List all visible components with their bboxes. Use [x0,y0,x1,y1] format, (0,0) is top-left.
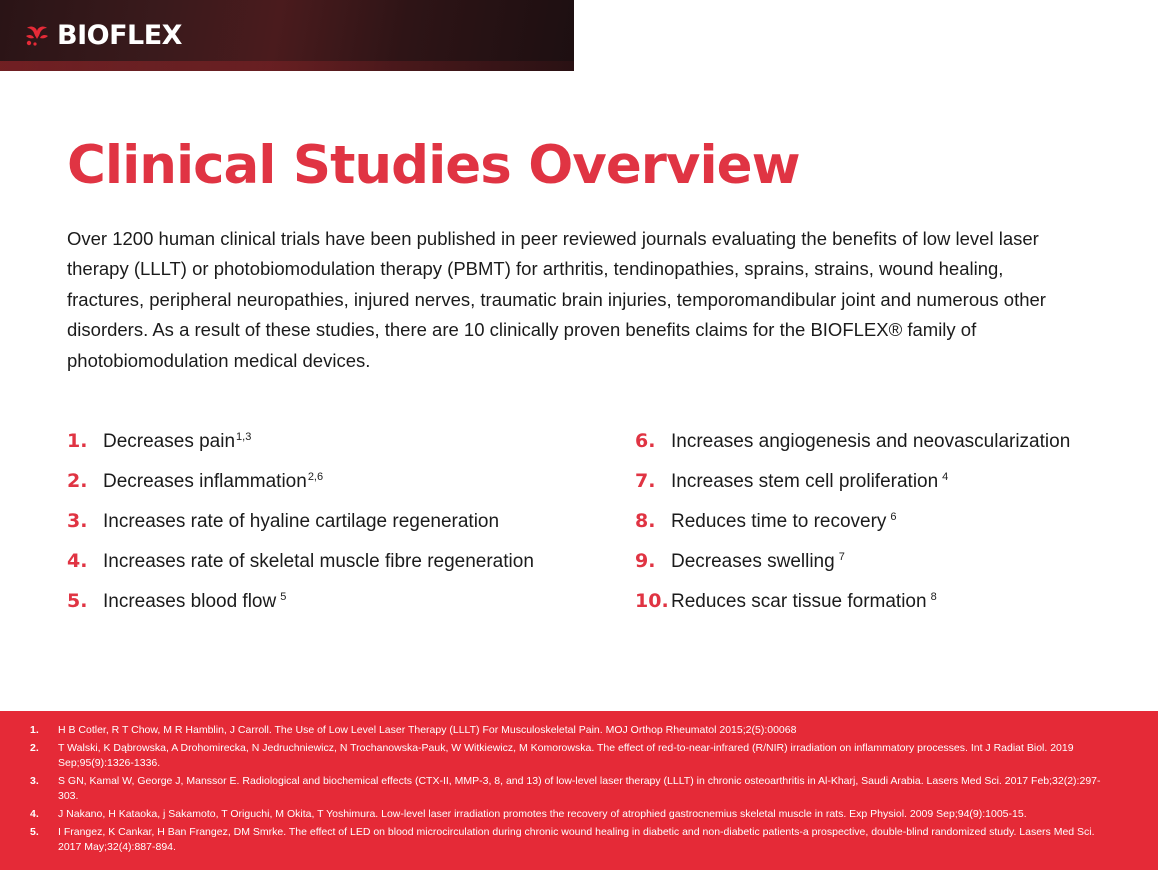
benefit-number: 5. [67,590,88,613]
header-banner [0,0,574,71]
page-title: Clinical Studies Overview [67,135,800,196]
reference-number: 1. [30,724,39,736]
benefit-number: 8. [635,510,656,533]
benefit-label [103,510,499,534]
reference-number: 3. [30,775,39,787]
intro-text: Over 1200 human clinical trials have been published in peer reviewed journals evaluating the benefits of low level laser therapy (LLLT) or photobiomodulation therapy (PBMT) for arthritis, tendinopathies, sprains, strains, wound healing, fractures, peripheral neuropathies, injured nerves, traumatic brain injuries, temporomandibular joint and numerous other disorders. As a result of these studies, there are 10 clinically proven benefits claims for the BIOFLEX® family of photobiomodulation medical devices. [67,227,1046,371]
reference-text: I Frangez, K Cankar, H Ban Frangez, DM Smrke. The effect of LED on blood microcirculation during chronic wound healing in diabetic and non-diabetic patients-a prospective, double-blind randomized study. Lasers Med Sci. 2017 May;32(4):887-894. [58,826,1095,853]
benefit-label [671,430,1070,454]
reference-item [30,807,1128,822]
benefit-item [635,510,1091,534]
benefit-label-text: Increases blood flow [103,591,277,613]
references-footer [0,711,1158,870]
benefit-label-text: Reduces time to recovery [671,511,887,533]
benefit-label-text: Increases rate of hyaline cartilage regeneration [103,511,500,533]
benefit-number: 7. [635,470,656,493]
benefits-column-right [579,430,1091,630]
benefit-label-text: Increases stem cell proliferation [671,471,939,493]
benefit-number: 4. [67,550,88,573]
benefits-column-left [67,430,579,630]
benefit-item [67,590,579,614]
reference-number: 2. [30,742,39,754]
benefit-item [635,550,1091,574]
reference-text: T Walski, K Dąbrowska, A Drohomirecka, N Jedruchniewicz, N Trochanowska-Pauk, W Witkiewicz, M Komorowska. The effect of red-to-near-infrared (R/NIR) irradiation on inflammatory processes. Int J Radiat Biol. 2019 Sep;95(9):1326-1336. [58,742,1074,769]
benefit-citation: 1,3 [236,430,252,443]
reference-number: 4. [30,808,39,820]
benefit-number: 9. [635,550,656,573]
reference-item [30,774,1128,804]
benefit-citation: 6 [890,510,897,523]
benefit-number: 3. [67,510,88,533]
benefit-item [67,510,579,534]
logo-text: BIOFLEX [57,20,182,51]
benefits-list [67,430,1091,630]
benefit-label [103,590,286,614]
reference-number: 5. [30,826,39,838]
benefit-label-text: Increases rate of skeletal muscle fibre regeneration [103,551,534,573]
benefit-number: 10. [635,590,669,613]
benefit-citation: 4 [942,470,949,483]
benefit-label [671,470,948,494]
benefit-label-text: Increases angiogenesis and neovascularization [671,431,1071,453]
benefit-item [67,550,579,574]
benefit-label [671,590,937,614]
benefit-label-text: Decreases swelling [671,551,835,573]
intro-paragraph [67,224,1077,377]
benefit-label-text: Decreases inflammation [103,471,307,493]
benefit-label [103,550,534,574]
reference-text: S GN, Kamal W, George J, Manssor E. Radiological and biochemical effects (CTX-II, MMP-3, 8, and 13) of low-level laser therapy (LLLT) in chronic osteoarthritis in Al-Kharj, Saudi Arabia. Lasers Med Sci. 2017 Feb;32(2):297-303. [58,775,1101,802]
benefit-label [103,430,251,454]
benefit-number: 6. [635,430,656,453]
benefit-citation: 7 [838,550,845,563]
reference-item [30,825,1128,855]
benefit-item [635,590,1091,614]
benefit-item [635,470,1091,494]
reference-text: J Nakano, H Kataoka, j Sakamoto, T Origuchi, M Okita, T Yoshimura. Low-level laser irradiation promotes the recovery of atrophied gastrocnemius skeletal muscle in rats. Exp Physiol. 2009 Sep;94(9):1005-15. [58,808,1027,820]
reference-item [30,741,1128,771]
benefit-item [635,430,1091,454]
benefit-number: 1. [67,430,88,453]
bioflex-mark-icon [24,24,50,48]
bioflex-logo[interactable] [24,22,182,49]
benefit-citation: 5 [280,590,287,603]
benefit-item [67,470,579,494]
benefit-label-text: Decreases pain [103,431,236,453]
benefit-number: 2. [67,470,88,493]
benefit-label [103,470,323,494]
benefit-label [671,550,845,574]
reference-item [30,723,1128,738]
benefit-citation: 2,6 [307,470,324,483]
benefit-label [671,510,897,534]
benefit-citation: 8 [930,590,937,603]
benefit-item [67,430,579,454]
main-content [0,71,1158,630]
benefit-label-text: Reduces scar tissue formation [671,591,927,613]
reference-text: H B Cotler, R T Chow, M R Hamblin, J Carroll. The Use of Low Level Laser Therapy (LLLT) For Musculoskeletal Pain. MOJ Orthop Rheumatol 2015;2(5):00068 [58,724,797,736]
